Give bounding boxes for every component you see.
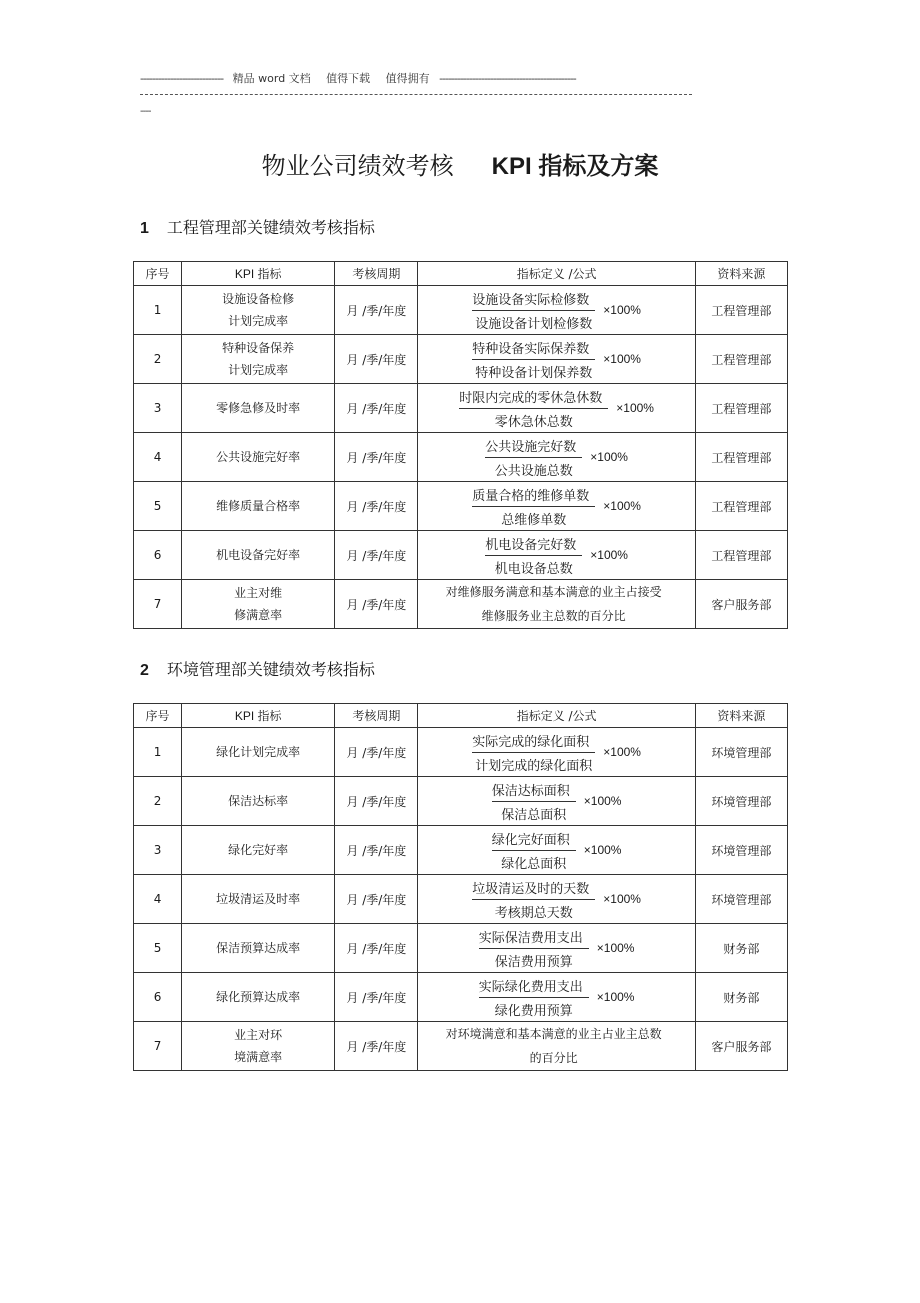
percent-multiplier: ×100% bbox=[603, 892, 641, 906]
period-cell: 月 /季/年度 bbox=[335, 875, 418, 924]
source-cell: 工程管理部 bbox=[695, 286, 787, 335]
percent-multiplier: ×100% bbox=[603, 352, 641, 366]
source-cell: 客户服务部 bbox=[695, 1022, 787, 1071]
column-header: KPI 指标 bbox=[182, 262, 335, 286]
seq-cell: 5 bbox=[134, 924, 182, 973]
numerator: 特种设备实际保养数 bbox=[472, 338, 595, 360]
kpi-name-line: 业主对维 bbox=[234, 586, 283, 600]
table-row bbox=[134, 482, 788, 531]
denominator: 设施设备计划检修数 bbox=[475, 316, 593, 332]
table-row bbox=[134, 777, 788, 826]
column-header: 指标定义 /公式 bbox=[418, 262, 695, 286]
column-header: 考核周期 bbox=[335, 262, 418, 286]
seq-cell: 2 bbox=[134, 777, 182, 826]
seq-cell: 7 bbox=[134, 580, 182, 629]
kpi-name-line: 计划完成率 bbox=[228, 363, 289, 377]
definition-cell bbox=[418, 1022, 695, 1071]
header-tail-dashes: ---- bbox=[140, 106, 151, 117]
denominator: 计划完成的绿化面积 bbox=[475, 758, 593, 774]
table-row bbox=[134, 286, 788, 335]
seq-cell: 3 bbox=[134, 384, 182, 433]
formula-fraction bbox=[472, 338, 595, 381]
period-cell: 月 /季/年度 bbox=[335, 335, 418, 384]
kpi-name-cell bbox=[182, 335, 335, 384]
percent-multiplier: ×100% bbox=[603, 303, 641, 317]
seq-cell: 1 bbox=[134, 286, 182, 335]
definition-cell bbox=[418, 335, 695, 384]
source-cell: 环境管理部 bbox=[695, 728, 787, 777]
source-cell: 工程管理部 bbox=[695, 482, 787, 531]
formula-fraction bbox=[459, 387, 608, 430]
header-dashes-left: ---------------------------- bbox=[140, 72, 224, 85]
formula-fraction bbox=[485, 534, 582, 577]
period-cell: 月 /季/年度 bbox=[335, 286, 418, 335]
definition-cell bbox=[418, 924, 695, 973]
denominator: 特种设备计划保养数 bbox=[475, 365, 593, 381]
kpi-name-line: 绿化预算达成率 bbox=[216, 990, 301, 1004]
kpi-name-cell bbox=[182, 973, 335, 1022]
column-header: 序号 bbox=[134, 262, 182, 286]
seq-cell: 4 bbox=[134, 433, 182, 482]
page-title bbox=[0, 146, 920, 181]
table-row bbox=[134, 384, 788, 433]
kpi-name-line: 公共设施完好率 bbox=[216, 450, 301, 464]
denominator: 保洁总面积 bbox=[501, 807, 567, 823]
column-header: 资料来源 bbox=[695, 704, 787, 728]
source-cell: 财务部 bbox=[695, 924, 787, 973]
numerator: 质量合格的维修单数 bbox=[472, 485, 595, 507]
numerator: 绿化完好面积 bbox=[492, 829, 576, 851]
percent-multiplier: ×100% bbox=[590, 548, 628, 562]
section-number: 1 bbox=[140, 220, 149, 237]
denominator: 考核期总天数 bbox=[494, 905, 573, 921]
seq-cell: 6 bbox=[134, 531, 182, 580]
header-dashes-right: ---------------------------------------------- bbox=[439, 72, 576, 85]
percent-multiplier: ×100% bbox=[616, 401, 654, 415]
denominator: 机电设备总数 bbox=[494, 561, 573, 577]
percent-multiplier: ×100% bbox=[596, 990, 635, 1004]
definition-text: 维修服务业主总数的百分比 bbox=[481, 609, 626, 623]
kpi-name-cell bbox=[182, 580, 335, 629]
page-header bbox=[140, 70, 576, 86]
denominator: 绿化费用预算 bbox=[494, 1003, 573, 1019]
definition-cell bbox=[418, 973, 695, 1022]
header-tag-2: 值得下载 bbox=[326, 72, 371, 85]
seq-cell: 3 bbox=[134, 826, 182, 875]
table-row bbox=[134, 826, 788, 875]
section-number: 2 bbox=[140, 662, 149, 679]
kpi-name-line: 机电设备完好率 bbox=[216, 548, 301, 562]
definition-cell bbox=[418, 482, 695, 531]
kpi-name-cell bbox=[182, 924, 335, 973]
kpi-name-cell bbox=[182, 531, 335, 580]
source-cell: 环境管理部 bbox=[695, 777, 787, 826]
kpi-name-line: 设施设备检修 bbox=[222, 292, 295, 306]
formula-fraction bbox=[479, 927, 589, 970]
period-cell: 月 /季/年度 bbox=[335, 433, 418, 482]
formula-fraction bbox=[472, 731, 595, 774]
denominator: 保洁费用预算 bbox=[494, 954, 573, 970]
kpi-name-line: 修满意率 bbox=[234, 608, 283, 622]
period-cell: 月 /季/年度 bbox=[335, 1022, 418, 1071]
table-row bbox=[134, 531, 788, 580]
section-2-heading bbox=[140, 657, 375, 680]
column-header: 考核周期 bbox=[335, 704, 418, 728]
header-tag-1: 精品 word 文档 bbox=[232, 72, 311, 85]
numerator: 机电设备完好数 bbox=[485, 534, 582, 556]
definition-cell bbox=[418, 826, 695, 875]
numerator: 实际完成的绿化面积 bbox=[472, 731, 595, 753]
numerator: 实际保洁费用支出 bbox=[479, 927, 589, 949]
table-row bbox=[134, 924, 788, 973]
kpi-name-line: 绿化计划完成率 bbox=[216, 745, 301, 759]
source-cell: 工程管理部 bbox=[695, 531, 787, 580]
table-row bbox=[134, 580, 788, 629]
section-title: 工程管理部关键绩效考核指标 bbox=[166, 218, 375, 237]
definition-cell bbox=[418, 286, 695, 335]
kpi-name-cell bbox=[182, 433, 335, 482]
period-cell: 月 /季/年度 bbox=[335, 973, 418, 1022]
source-cell: 环境管理部 bbox=[695, 875, 787, 924]
source-cell: 工程管理部 bbox=[695, 384, 787, 433]
period-cell: 月 /季/年度 bbox=[335, 384, 418, 433]
kpi-name-line: 零修急修及时率 bbox=[216, 401, 301, 415]
period-cell: 月 /季/年度 bbox=[335, 580, 418, 629]
column-header: 序号 bbox=[134, 704, 182, 728]
definition-text: 的百分比 bbox=[529, 1051, 578, 1065]
kpi-name-cell bbox=[182, 728, 335, 777]
denominator: 绿化总面积 bbox=[501, 856, 567, 872]
definition-text: 对环境满意和基本满意的业主占业主总数 bbox=[445, 1027, 662, 1041]
header-row bbox=[134, 262, 788, 286]
definition-cell bbox=[418, 777, 695, 826]
percent-multiplier: ×100% bbox=[603, 745, 641, 759]
period-cell: 月 /季/年度 bbox=[335, 728, 418, 777]
kpi-name-line: 保洁预算达成率 bbox=[216, 941, 301, 955]
table-row bbox=[134, 875, 788, 924]
percent-multiplier: ×100% bbox=[583, 794, 622, 808]
formula-fraction bbox=[492, 780, 576, 823]
header-tag-3: 值得拥有 bbox=[385, 72, 430, 85]
percent-multiplier: ×100% bbox=[590, 450, 628, 464]
seq-cell: 1 bbox=[134, 728, 182, 777]
kpi-name-cell bbox=[182, 875, 335, 924]
source-cell: 环境管理部 bbox=[695, 826, 787, 875]
denominator: 公共设施总数 bbox=[494, 463, 573, 479]
source-cell: 工程管理部 bbox=[695, 433, 787, 482]
seq-cell: 5 bbox=[134, 482, 182, 531]
engineering-kpi-table bbox=[133, 261, 788, 629]
kpi-name-cell bbox=[182, 1022, 335, 1071]
source-cell: 工程管理部 bbox=[695, 335, 787, 384]
denominator: 总维修单数 bbox=[501, 512, 567, 528]
kpi-name-line: 保洁达标率 bbox=[228, 794, 289, 808]
column-header: 指标定义 /公式 bbox=[418, 704, 695, 728]
source-cell: 客户服务部 bbox=[695, 580, 787, 629]
kpi-name-cell bbox=[182, 777, 335, 826]
kpi-name-line: 计划完成率 bbox=[228, 314, 289, 328]
table-row bbox=[134, 433, 788, 482]
seq-cell: 6 bbox=[134, 973, 182, 1022]
period-cell: 月 /季/年度 bbox=[335, 531, 418, 580]
formula-fraction bbox=[472, 289, 595, 332]
formula-fraction bbox=[485, 436, 582, 479]
numerator: 垃圾清运及时的天数 bbox=[472, 878, 595, 900]
title-main: 物业公司绩效考核 bbox=[261, 152, 454, 180]
period-cell: 月 /季/年度 bbox=[335, 826, 418, 875]
formula-fraction bbox=[479, 976, 589, 1019]
seq-cell: 2 bbox=[134, 335, 182, 384]
kpi-name-cell bbox=[182, 286, 335, 335]
definition-cell bbox=[418, 875, 695, 924]
denominator: 零休急休总数 bbox=[494, 414, 573, 430]
period-cell: 月 /季/年度 bbox=[335, 482, 418, 531]
source-cell: 财务部 bbox=[695, 973, 787, 1022]
table-row bbox=[134, 728, 788, 777]
definition-cell bbox=[418, 580, 695, 629]
table-row bbox=[134, 1022, 788, 1071]
kpi-name-cell bbox=[182, 384, 335, 433]
kpi-name-line: 绿化完好率 bbox=[228, 843, 289, 857]
percent-multiplier: ×100% bbox=[583, 843, 622, 857]
percent-multiplier: ×100% bbox=[596, 941, 635, 955]
period-cell: 月 /季/年度 bbox=[335, 777, 418, 826]
definition-text: 对维修服务满意和基本满意的业主占接受 bbox=[445, 585, 662, 599]
section-1-heading bbox=[140, 215, 375, 238]
numerator: 保洁达标面积 bbox=[492, 780, 576, 802]
kpi-name-line: 境满意率 bbox=[234, 1050, 283, 1064]
header-divider bbox=[140, 94, 692, 95]
environment-kpi-table bbox=[133, 703, 788, 1071]
table-row bbox=[134, 335, 788, 384]
column-header: 资料来源 bbox=[695, 262, 787, 286]
definition-cell bbox=[418, 531, 695, 580]
numerator: 时限内完成的零休急休数 bbox=[459, 387, 608, 409]
kpi-name-line: 特种设备保养 bbox=[222, 341, 295, 355]
kpi-name-line: 业主对环 bbox=[234, 1028, 283, 1042]
header-row bbox=[134, 704, 788, 728]
formula-fraction bbox=[492, 829, 576, 872]
column-header: KPI 指标 bbox=[182, 704, 335, 728]
numerator: 公共设施完好数 bbox=[485, 436, 582, 458]
formula-fraction bbox=[472, 485, 595, 528]
kpi-name-line: 垃圾清运及时率 bbox=[216, 892, 301, 906]
numerator: 设施设备实际检修数 bbox=[472, 289, 595, 311]
definition-cell bbox=[418, 384, 695, 433]
percent-multiplier: ×100% bbox=[603, 499, 641, 513]
definition-cell bbox=[418, 728, 695, 777]
formula-fraction bbox=[472, 878, 595, 921]
period-cell: 月 /季/年度 bbox=[335, 924, 418, 973]
kpi-name-cell bbox=[182, 482, 335, 531]
kpi-name-cell bbox=[182, 826, 335, 875]
table-row bbox=[134, 973, 788, 1022]
title-kpi: KPI 指标及方案 bbox=[491, 153, 659, 180]
seq-cell: 4 bbox=[134, 875, 182, 924]
numerator: 实际绿化费用支出 bbox=[479, 976, 589, 998]
seq-cell: 7 bbox=[134, 1022, 182, 1071]
kpi-name-line: 维修质量合格率 bbox=[216, 499, 301, 513]
definition-cell bbox=[418, 433, 695, 482]
section-title: 环境管理部关键绩效考核指标 bbox=[166, 660, 375, 679]
